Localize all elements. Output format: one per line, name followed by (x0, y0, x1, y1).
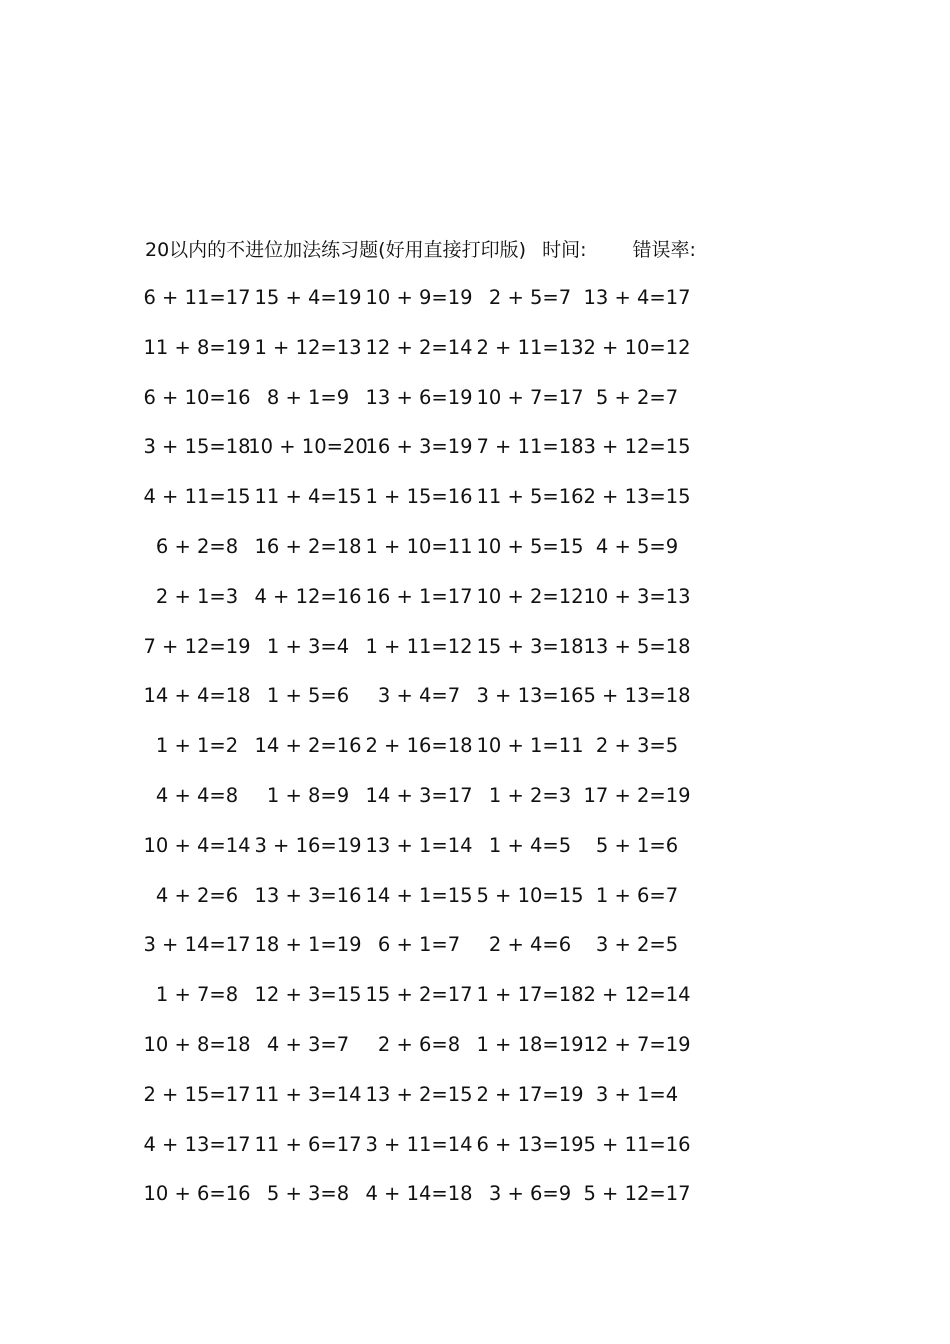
math-problem: 10 + 6=16 (143, 1182, 251, 1206)
math-problem: 18 + 1=19 (254, 933, 362, 957)
math-problem: 14 + 4=18 (143, 684, 251, 708)
problem-row (0, 433, 950, 483)
math-problem: 3 + 14=17 (143, 933, 251, 957)
math-problem: 16 + 3=19 (365, 435, 473, 459)
math-problem: 4 + 3=7 (266, 1032, 350, 1056)
math-problem: 10 + 5=15 (476, 534, 584, 558)
math-problem: 5 + 2=7 (595, 385, 679, 409)
time-label: 时间: (542, 239, 587, 261)
math-problem: 10 + 2=12 (476, 584, 584, 608)
math-problem: 10 + 7=17 (476, 385, 584, 409)
math-problem: 11 + 6=17 (254, 1132, 362, 1156)
math-problem: 1 + 8=9 (266, 783, 350, 807)
math-problem: 1 + 10=11 (365, 534, 473, 558)
problem-row (0, 1031, 950, 1081)
math-problem: 4 + 14=18 (365, 1182, 473, 1206)
problem-row (0, 533, 950, 583)
problem-row (0, 782, 950, 832)
math-problem: 5 + 11=16 (583, 1132, 691, 1156)
math-problem: 15 + 3=18 (476, 634, 584, 658)
math-problem: 13 + 2=15 (365, 1082, 473, 1106)
math-problem: 5 + 13=18 (583, 684, 691, 708)
math-problem: 14 + 3=17 (365, 783, 473, 807)
math-problem: 11 + 5=16 (476, 485, 584, 509)
math-problem: 3 + 13=16 (476, 684, 584, 708)
problem-row (0, 633, 950, 683)
math-problem: 12 + 7=19 (583, 1032, 691, 1056)
math-problem: 7 + 11=18 (476, 435, 584, 459)
math-problem: 10 + 1=11 (476, 734, 584, 758)
math-problem: 14 + 1=15 (365, 883, 473, 907)
math-problem: 1 + 2=3 (488, 783, 572, 807)
math-problem: 13 + 5=18 (583, 634, 691, 658)
problem-row (0, 732, 950, 782)
math-problem: 2 + 10=12 (583, 335, 691, 359)
problem-row (0, 882, 950, 932)
math-problem: 3 + 16=19 (254, 833, 362, 857)
math-problem: 3 + 6=9 (488, 1182, 572, 1206)
math-problem: 13 + 4=17 (583, 286, 691, 309)
math-problem: 1 + 5=6 (266, 684, 350, 708)
math-problem: 2 + 4=6 (488, 933, 572, 957)
math-problem: 1 + 6=7 (595, 883, 679, 907)
math-problem: 11 + 8=19 (143, 335, 251, 359)
math-problem: 2 + 15=17 (143, 1082, 251, 1106)
math-problem: 11 + 4=15 (254, 485, 362, 509)
math-problem: 1 + 12=13 (254, 335, 362, 359)
problem-row (0, 583, 950, 633)
math-problem: 3 + 11=14 (365, 1132, 473, 1156)
math-problem: 4 + 13=17 (143, 1132, 251, 1156)
problem-row (0, 832, 950, 882)
math-problem: 5 + 1=6 (595, 833, 679, 857)
math-problem: 4 + 12=16 (254, 584, 362, 608)
math-problem: 6 + 1=7 (377, 933, 461, 957)
worksheet-title: 20以内的不进位加法练习题(好用直接打印版) (145, 239, 527, 261)
math-problem: 3 + 1=4 (595, 1082, 679, 1106)
math-problem: 1 + 11=12 (365, 634, 473, 658)
problem-row (0, 682, 950, 732)
math-problem: 1 + 17=18 (476, 983, 584, 1007)
math-problem: 7 + 12=19 (143, 634, 251, 658)
problem-row (0, 981, 950, 1031)
problem-row (0, 1081, 950, 1131)
math-problem: 2 + 3=5 (595, 734, 679, 758)
math-problem: 4 + 5=9 (595, 534, 679, 558)
math-problem: 2 + 1=3 (155, 584, 239, 608)
problem-row (0, 1180, 950, 1230)
math-problem: 10 + 9=19 (365, 286, 473, 309)
math-problem: 2 + 13=15 (583, 485, 691, 509)
math-problem: 5 + 3=8 (266, 1182, 350, 1206)
problem-row (0, 384, 950, 434)
math-problem: 4 + 2=6 (155, 883, 239, 907)
math-problem: 13 + 1=14 (365, 833, 473, 857)
math-problem: 1 + 15=16 (365, 485, 473, 509)
math-problem: 12 + 2=14 (365, 335, 473, 359)
math-problem: 5 + 12=17 (583, 1182, 691, 1206)
math-problem: 1 + 18=19 (476, 1032, 584, 1056)
math-problem: 12 + 3=15 (254, 983, 362, 1007)
math-problem: 6 + 13=19 (476, 1132, 584, 1156)
math-problem: 8 + 1=9 (266, 385, 350, 409)
math-problem: 15 + 2=17 (365, 983, 473, 1007)
problem-row (0, 931, 950, 981)
math-problem: 2 + 12=14 (583, 983, 691, 1007)
math-problem: 6 + 2=8 (155, 534, 239, 558)
math-problem: 16 + 1=17 (365, 584, 473, 608)
math-problem: 1 + 1=2 (155, 734, 239, 758)
math-problem: 1 + 3=4 (266, 634, 350, 658)
error-rate-label: 错误率: (632, 239, 696, 261)
math-problem: 3 + 4=7 (377, 684, 461, 708)
math-problem: 4 + 11=15 (143, 485, 251, 509)
problem-row (0, 483, 950, 533)
math-problem: 1 + 4=5 (488, 833, 572, 857)
math-problem: 2 + 16=18 (365, 734, 473, 758)
math-problem: 13 + 3=16 (254, 883, 362, 907)
math-problem: 3 + 2=5 (595, 933, 679, 957)
math-problem: 11 + 3=14 (254, 1082, 362, 1106)
math-problem: 13 + 6=19 (365, 385, 473, 409)
math-problem: 3 + 15=18 (143, 435, 251, 459)
math-problem: 2 + 5=7 (488, 286, 572, 309)
problem-row (0, 1131, 950, 1181)
math-problem: 10 + 10=20 (248, 435, 368, 459)
math-problem: 6 + 11=17 (143, 286, 251, 309)
math-problem: 10 + 8=18 (143, 1032, 251, 1056)
math-problem: 2 + 6=8 (377, 1032, 461, 1056)
worksheet-header (145, 236, 696, 264)
math-problem: 4 + 4=8 (155, 783, 239, 807)
problem-row (0, 284, 950, 334)
math-problem: 2 + 11=13 (476, 335, 584, 359)
math-problem: 2 + 17=19 (476, 1082, 584, 1106)
math-problem: 5 + 10=15 (476, 883, 584, 907)
math-problem: 6 + 10=16 (143, 385, 251, 409)
problem-grid (0, 284, 950, 1230)
math-problem: 15 + 4=19 (254, 286, 362, 309)
math-problem: 16 + 2=18 (254, 534, 362, 558)
math-problem: 1 + 7=8 (155, 983, 239, 1007)
math-problem: 10 + 4=14 (143, 833, 251, 857)
math-problem: 14 + 2=16 (254, 734, 362, 758)
math-problem: 17 + 2=19 (583, 783, 691, 807)
problem-row (0, 334, 950, 384)
math-problem: 3 + 12=15 (583, 435, 691, 459)
math-problem: 10 + 3=13 (583, 584, 691, 608)
